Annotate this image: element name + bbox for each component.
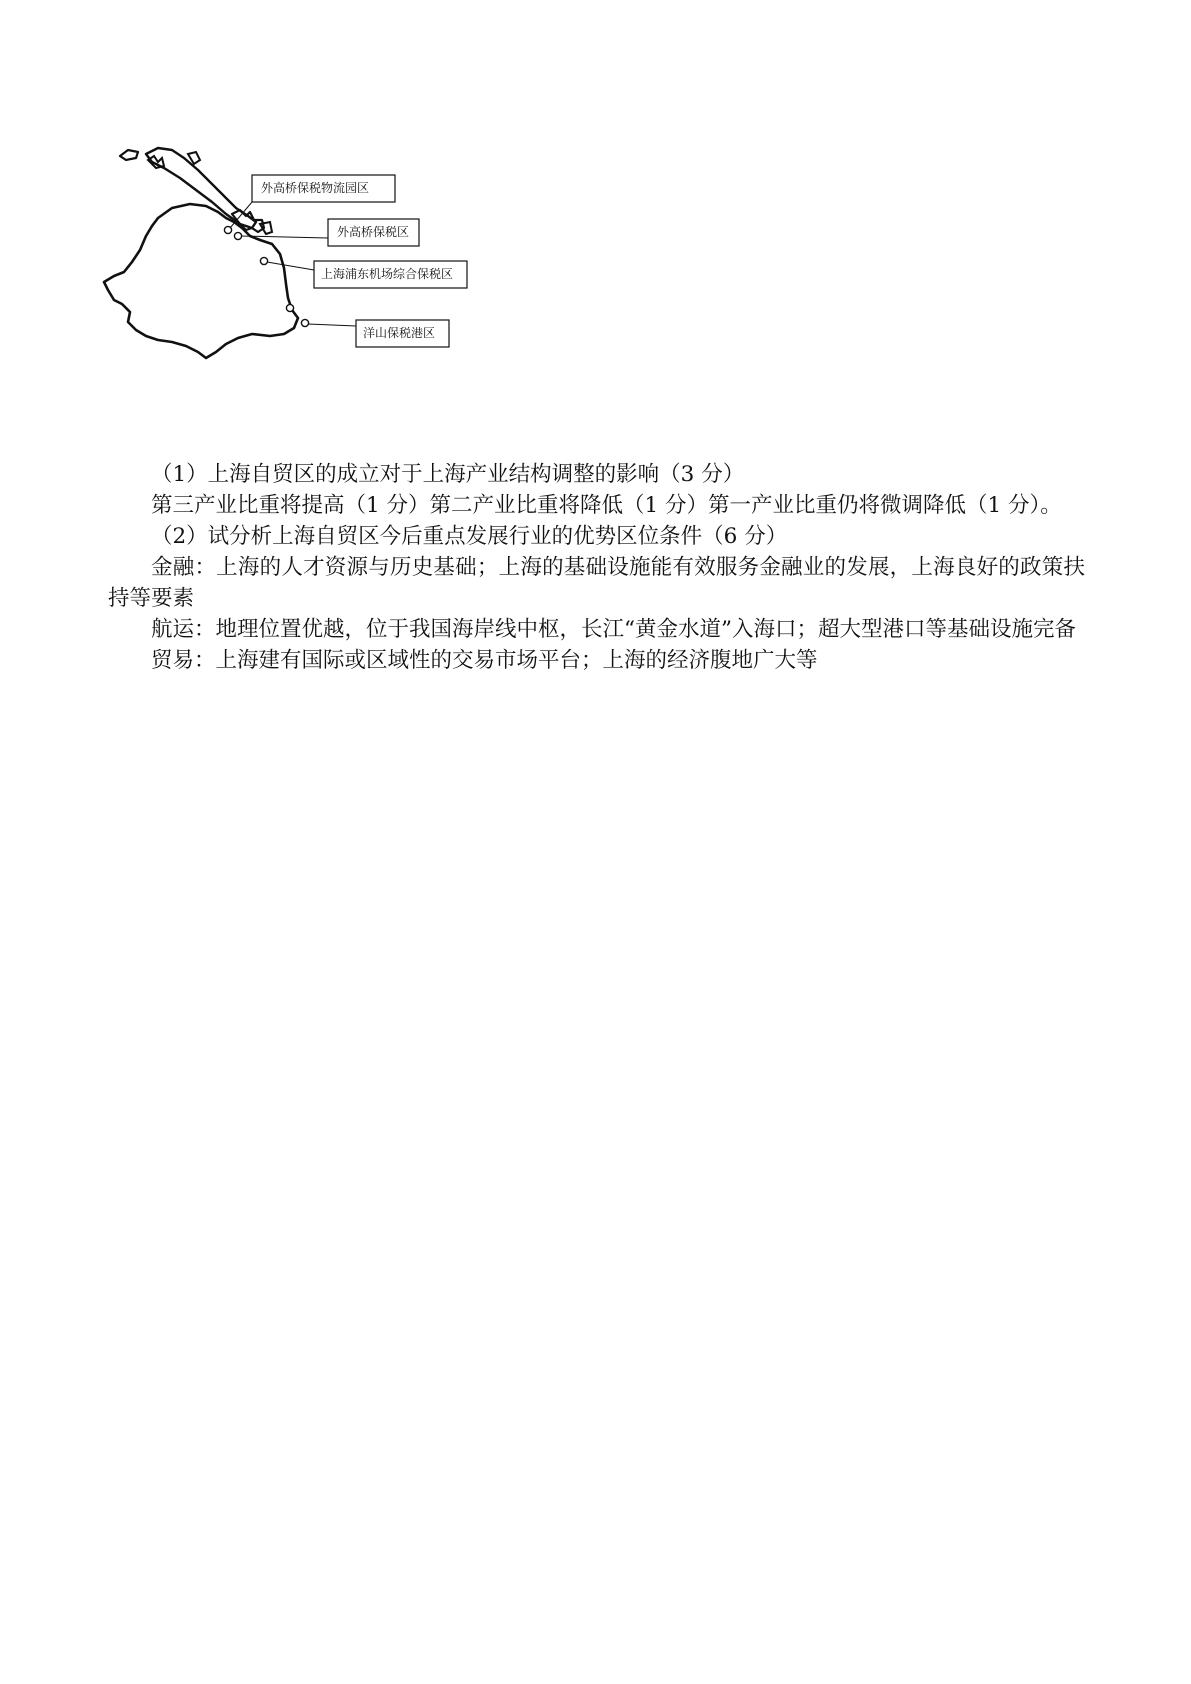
shanghai-mainland-outline — [104, 204, 298, 358]
question-2: （2）试分析上海自贸区今后重点发展行业的优势区位条件（6 分） — [151, 524, 788, 549]
label-waigaoqiao-bonded: 外高桥保税区 — [337, 225, 410, 239]
leader-line-pudong-airport — [267, 262, 314, 270]
answer-2-shipping: 航运：地理位置优越，位于我国海岸线中枢，长江“黄金水道”入海口；超大型港口等基础设施完备 — [151, 617, 1076, 642]
marker-waigaoqiao-bonded — [234, 232, 241, 239]
label-waigaoqiao-logistics: 外高桥保税物流园区 — [261, 181, 370, 195]
shoal-outline-1 — [148, 156, 164, 168]
marker-pudong-south — [286, 304, 293, 311]
label-yangshan-port: 洋山保税港区 — [363, 326, 436, 340]
answer-2-trade: 贸易：上海建有国际或区域性的交易市场平台；上海的经济腹地广大等 — [151, 648, 818, 673]
answer-text — [108, 459, 1085, 676]
small-island-outline — [120, 150, 138, 160]
shanghai-ftz-map — [100, 140, 510, 385]
marker-yangshan-port — [301, 319, 308, 326]
question-1: （1）上海自贸区的成立对于上海产业结构调整的影响（3 分） — [151, 462, 745, 487]
map-drawing — [100, 140, 510, 385]
port-outline-2 — [260, 222, 272, 234]
label-pudong-airport: 上海浦东机场综合保税区 — [321, 267, 454, 281]
marker-pudong-airport — [260, 257, 267, 264]
port-outline — [232, 210, 264, 232]
leader-line-yangshan-port — [308, 324, 356, 326]
answer-2-finance: 金融：上海的人才资源与历史基础；上海的基础设施能有效服务金融业的发展，上海良好的政策扶持等要素 — [108, 555, 1085, 611]
answer-1: 第三产业比重将提高（1 分）第二产业比重将降低（1 分）第一产业比重仍将微调降低（1 分）。 — [151, 493, 1062, 518]
